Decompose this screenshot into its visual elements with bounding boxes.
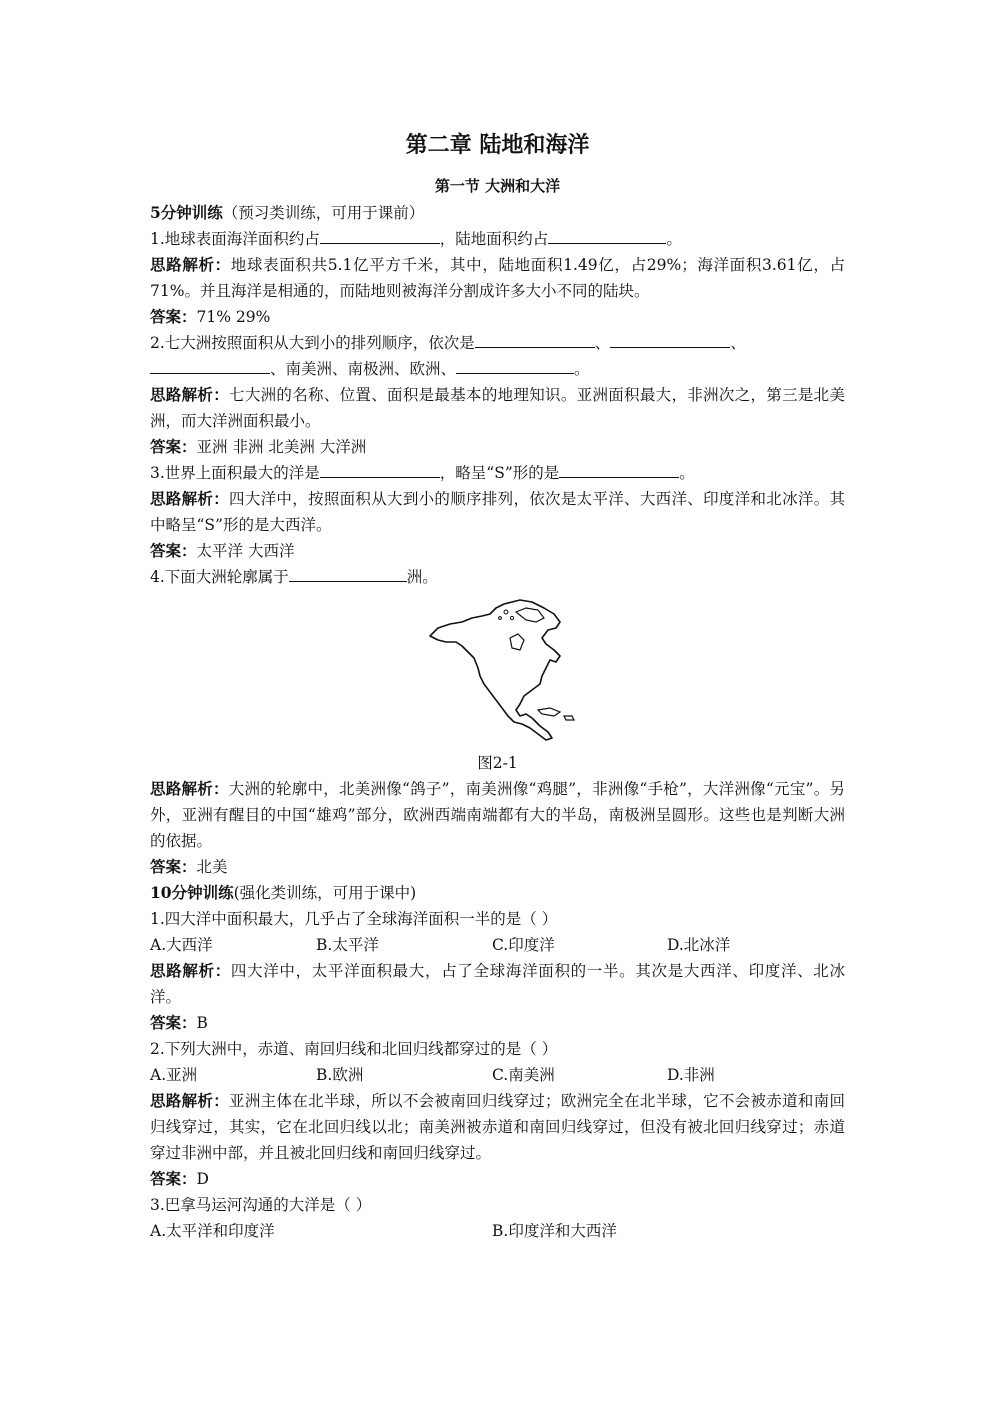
- part1-q1: [150, 226, 845, 252]
- part2-q3: 3.巴拿马运河沟通的大洋是（ ）: [150, 1196, 372, 1214]
- analysis-text: 地球表面积共5.1亿平方千米，其中，陆地面积1.49亿，占29%；海洋面积3.61亿，占71%。并且海洋是相通的，而陆地则被海洋分割成许多大小不同的陆块。: [150, 256, 845, 300]
- answer-label: 答案：: [150, 1169, 197, 1188]
- answer-label: 答案：: [150, 307, 197, 326]
- part2-heading-rest: (强化类训练，可用于课中): [233, 884, 417, 902]
- option-a[interactable]: A.大西洋: [150, 936, 213, 954]
- north-america-outline-icon: [428, 598, 578, 748]
- analysis-label: 思路解析：: [150, 489, 230, 508]
- part1-q4-answer: [150, 854, 845, 880]
- option-c[interactable]: C.印度洋: [492, 936, 555, 954]
- part1-q2-answer: [150, 434, 845, 460]
- figure-2-1: [150, 598, 845, 746]
- answer-label: 答案：: [150, 541, 197, 560]
- q3-text-a: 3.世界上面积最大的洋是: [150, 464, 320, 482]
- section-title: 第一节 大洲和大洋: [434, 177, 561, 195]
- part2-heading-bold: 10分钟训练: [150, 883, 234, 902]
- answer-text: D: [196, 1170, 209, 1188]
- answer-blank[interactable]: [320, 227, 440, 244]
- answer-label: 答案：: [150, 1013, 197, 1032]
- option-a[interactable]: A.太平洋和印度洋: [150, 1222, 275, 1240]
- analysis-text: 大洲的轮廓中，北美洲像“鸽子”，南美洲像“鸡腿”，非洲像“手枪”，大洋洲像“元宝”。另外，亚洲有醒目的中国“雄鸡”部分，欧洲西端南端都有大的半岛，南极洲呈圆形。这些也是判断大洲的依据。: [150, 780, 845, 850]
- answer-blank[interactable]: [475, 331, 595, 348]
- answer-blank[interactable]: [610, 331, 730, 348]
- q3-text-b: ，略呈“S”形的是: [439, 464, 560, 482]
- chapter-title: 第二章 陆地和海洋: [405, 132, 590, 158]
- q4-text-a: 4.下面大洲轮廓属于: [150, 568, 289, 586]
- q1-text-b: ，陆地面积约占: [439, 230, 549, 248]
- part1-q1-answer: [150, 304, 845, 330]
- q2-sep: 、: [594, 334, 611, 352]
- option-b[interactable]: B.印度洋和大西洋: [492, 1222, 617, 1240]
- answer-blank[interactable]: [559, 461, 679, 478]
- part2-q1-analysis: [150, 958, 845, 1010]
- part1-q4-analysis: [150, 776, 845, 854]
- q2-text-a: 2.七大洲按照面积从大到小的排列顺序，依次是: [150, 334, 475, 352]
- option-b[interactable]: B.太平洋: [316, 936, 379, 954]
- analysis-text: 四大洋中，按照面积从大到小的顺序排列，依次是太平洋、大西洋、印度洋和北冰洋。其中略呈“S”形的是大西洋。: [150, 490, 845, 534]
- analysis-text: 四大洋中，太平洋面积最大，占了全球海洋面积的一半。其次是大西洋、印度洋、北冰洋。: [150, 962, 845, 1006]
- worksheet-page: [150, 130, 845, 1244]
- q1-text-c: 。: [666, 230, 682, 248]
- analysis-text: 七大洲的名称、位置、面积是最基本的地理知识。亚洲面积最大，非洲次之，第三是北美洲，而大洋洲面积最小。: [150, 386, 845, 430]
- q2-text-c: 。: [574, 360, 590, 378]
- answer-blank[interactable]: [150, 357, 270, 374]
- answer-text: 太平洋 大西洋: [196, 542, 295, 560]
- part1-q2-line1: [150, 330, 845, 356]
- part1-q4: [150, 564, 845, 590]
- answer-blank[interactable]: [548, 227, 666, 244]
- option-d[interactable]: D.北冰洋: [667, 936, 731, 954]
- part1-q2-analysis: [150, 382, 845, 434]
- option-a[interactable]: A.亚洲: [150, 1066, 198, 1084]
- answer-blank[interactable]: [289, 565, 407, 582]
- part2-q1-answer: [150, 1010, 845, 1036]
- analysis-label: 思路解析：: [150, 779, 229, 798]
- analysis-label: 思路解析：: [150, 1091, 230, 1110]
- part1-q2-line2: [150, 356, 845, 382]
- answer-text: B: [196, 1014, 208, 1032]
- part2-q3-options: [150, 1218, 845, 1244]
- analysis-label: 思路解析：: [150, 961, 231, 980]
- answer-blank[interactable]: [320, 461, 440, 478]
- part2-q2-answer: [150, 1166, 845, 1192]
- option-b[interactable]: B.欧洲: [316, 1066, 364, 1084]
- part1-heading-bold: 5分钟训练: [150, 203, 223, 222]
- part2-q2: 2.下列大洲中，赤道、南回归线和北回归线都穿过的是（ ）: [150, 1040, 558, 1058]
- analysis-text: 亚洲主体在北半球，所以不会被南回归线穿过；欧洲完全在北半球，它不会被赤道和南回归线穿过，其实，它在北回归线以北；南美洲被赤道和南回归线穿过，但没有被北回归线穿过；赤道穿过非洲中部，并且被北回归线和南回归线穿过。: [150, 1092, 845, 1162]
- answer-text: 北美: [196, 858, 228, 876]
- option-d[interactable]: D.非洲: [667, 1066, 715, 1084]
- answer-label: 答案：: [150, 437, 197, 456]
- answer-blank[interactable]: [456, 357, 574, 374]
- answer-label: 答案：: [150, 857, 197, 876]
- part1-q3-answer: [150, 538, 845, 564]
- part2-heading: [150, 880, 845, 906]
- part1-heading: [150, 200, 845, 226]
- figure-caption: 图2-1: [477, 754, 518, 772]
- part2-q1-options: [150, 932, 845, 958]
- answer-text: 亚洲 非洲 北美洲 大洋洲: [196, 438, 367, 456]
- part1-q3: [150, 460, 845, 486]
- q2-text-b: 、南美洲、南极洲、欧洲、: [270, 360, 457, 378]
- analysis-label: 思路解析：: [150, 255, 231, 274]
- q3-text-c: 。: [679, 464, 695, 482]
- q4-text-b: 洲。: [406, 568, 438, 586]
- part1-q1-analysis: [150, 252, 845, 304]
- part2-q2-analysis: [150, 1088, 845, 1166]
- part2-q2-options: [150, 1062, 845, 1088]
- option-c[interactable]: C.南美洲: [492, 1066, 555, 1084]
- q2-sep: 、: [730, 334, 746, 352]
- answer-text: 71% 29%: [196, 308, 271, 326]
- part2-q1: 1.四大洋中面积最大，几乎占了全球海洋面积一半的是（ ）: [150, 910, 558, 928]
- part1-heading-rest: （预习类训练，可用于课前）: [222, 204, 425, 222]
- part1-q3-analysis: [150, 486, 845, 538]
- q1-text-a: 1.地球表面海洋面积约占: [150, 230, 320, 248]
- analysis-label: 思路解析：: [150, 385, 230, 404]
